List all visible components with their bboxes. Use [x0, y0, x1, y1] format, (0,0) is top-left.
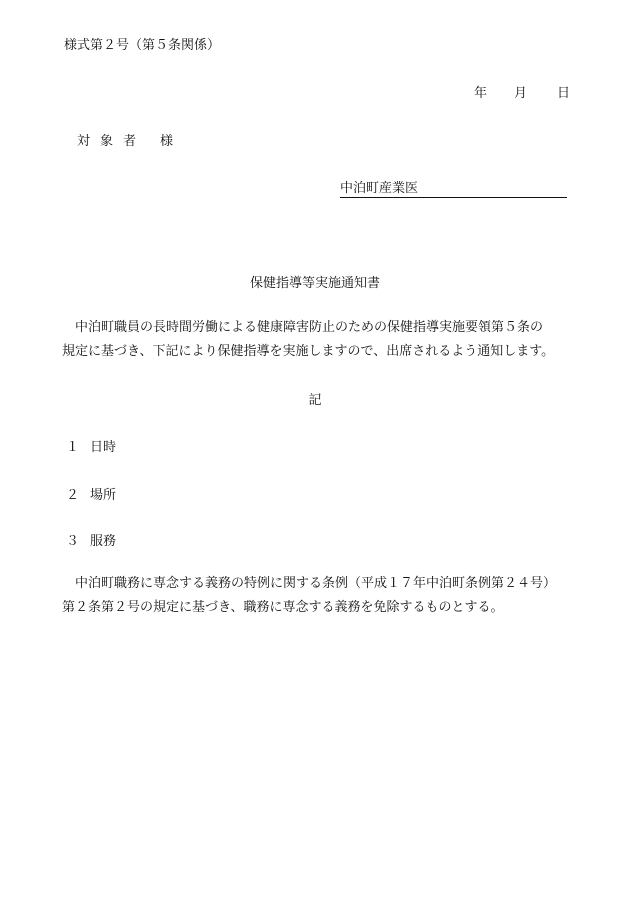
item-label: 服務 [90, 534, 117, 549]
date-day-label: 日 [557, 86, 571, 101]
form-number: 様式第２号（第５条関係） [64, 38, 221, 53]
notice-paragraph [62, 316, 572, 364]
date-line [474, 82, 570, 101]
date-month-label: 月 [514, 86, 528, 101]
item-duty [66, 530, 116, 549]
item-label: 日時 [90, 440, 117, 455]
exemption-paragraph-line-1: 中泊町職務に専念する義務の特例に関する条例（平成１７年中泊町条例第２４号） [62, 576, 557, 591]
recipient-line [77, 130, 173, 149]
sender-name: 中泊町産業医 [340, 181, 419, 196]
recipient-char-2: 象 [100, 134, 114, 149]
exemption-paragraph-line-2: 第２条第２号の規定に基づき、職務に専念する義務を免除するものとする。 [62, 600, 504, 615]
recipient-char-1: 対 [77, 134, 91, 149]
item-label: 場所 [90, 488, 117, 503]
date-year-label: 年 [474, 86, 488, 101]
notice-paragraph-line-2: 規定に基づき、下記により保健指導を実施しますので、出席されるよう通知します。 [62, 344, 555, 359]
exemption-paragraph [62, 572, 572, 620]
sender-signature-line [340, 177, 567, 198]
item-number: １ [66, 440, 80, 455]
recipient-char-3: 者 [123, 134, 137, 149]
item-number: ２ [66, 488, 80, 503]
item-location [66, 484, 116, 503]
item-datetime [66, 436, 116, 455]
document-title: 保健指導等実施通知書 [249, 276, 380, 291]
item-number: ３ [66, 534, 80, 549]
notice-paragraph-line-1: 中泊町職員の長時間労働による健康障害防止のための保健指導実施要領第５条の [62, 320, 544, 335]
ki-heading: 記 [308, 393, 322, 408]
recipient-honorific: 様 [160, 134, 174, 149]
